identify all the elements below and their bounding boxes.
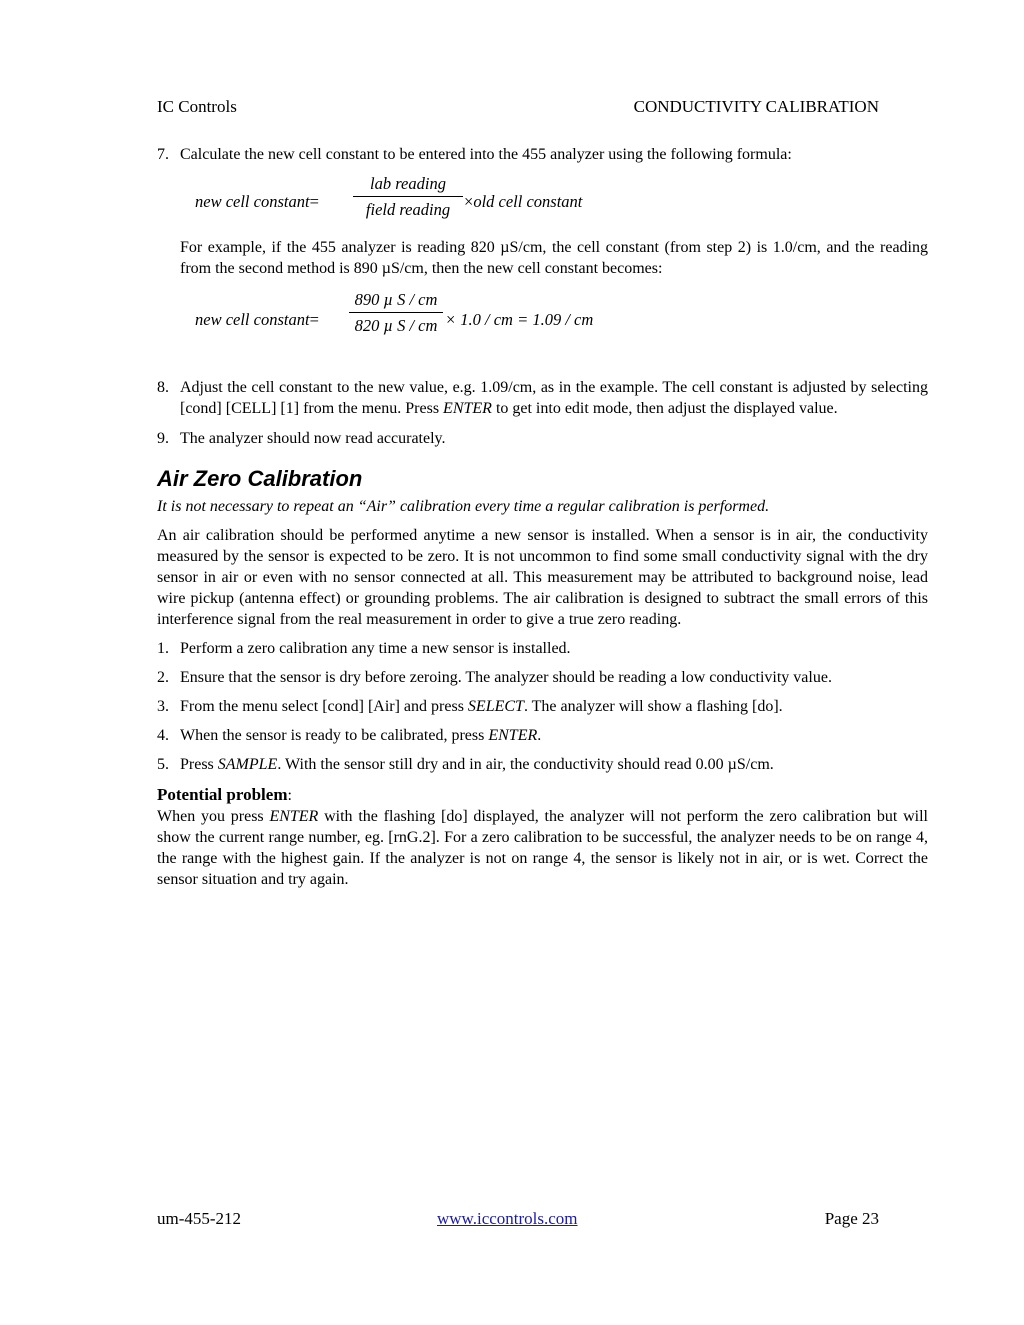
example-formula-lhs: new cell constant= — [195, 310, 319, 329]
step-number: 2. — [157, 669, 169, 686]
step-text: Perform a zero calibration any time a new sensor is installed. — [180, 640, 571, 657]
step-number: 5. — [157, 756, 169, 773]
step-text: . — [537, 727, 542, 744]
list-item — [157, 754, 928, 775]
key-name: ENTER — [488, 727, 538, 744]
example-denominator: 820 µ S / cm — [354, 316, 438, 335]
step-text: Press — [180, 756, 218, 773]
example-formula — [157, 291, 928, 349]
step-number: 3. — [157, 698, 169, 715]
formula-rhs: ×old cell constant — [464, 192, 583, 211]
potential-problem-paragraph: When you press ENTER with the flashing [do] displayed, the analyzer will not perform the zero calibration but will show the current range number, eg. [rnG.2]. For a zero calibration to be successful, the analyzer needs to be on range 4, the range with the highest gain. If the analyzer is not on range 4, the sensor is likely not in air, or is wet. Correct the sensor situation and try again. — [157, 808, 928, 888]
example-numerator: 890 µ S / cm — [354, 290, 438, 309]
step-number: 1. — [157, 640, 169, 657]
heading-text: Potential problem — [157, 785, 288, 804]
key-enter: ENTER — [443, 400, 492, 417]
section-note: It is not necessary to repeat an “Air” calibration every time a regular calibration is performed. — [157, 498, 770, 515]
step-text: When the sensor is ready to be calibrated, press — [180, 727, 489, 744]
header-section-title: CONDUCTIVITY CALIBRATION — [633, 97, 879, 116]
page-content — [157, 144, 928, 890]
step-text: Calculate the new cell constant to be entered into the 455 analyzer using the following formula: — [180, 146, 792, 163]
step-number: 9. — [157, 430, 169, 447]
key-name: SELECT — [467, 698, 524, 715]
step-text: Ensure that the sensor is dry before zeroing. The analyzer should be reading a low conductivity value. — [180, 669, 832, 686]
list-item — [157, 696, 928, 717]
list-item — [157, 725, 928, 746]
potential-problem-heading — [157, 784, 928, 806]
key-enter: ENTER — [269, 808, 319, 825]
footer-website-link[interactable]: www.iccontrols.com — [437, 1209, 578, 1228]
step-text: . The analyzer will show a flashing [do]. — [523, 698, 783, 715]
step-number: 8. — [157, 379, 169, 396]
step-text: Adjust the cell constant to the new value, e.g. 1.09/cm, as in the example. The cell constant is adjusted by selecting [cond] [CELL] [1] from the menu. Press — [180, 379, 928, 417]
footer-doc-id: um-455-212 — [157, 1209, 242, 1228]
step-number: 7. — [157, 146, 169, 163]
step-7 — [157, 144, 928, 165]
formula-numerator: lab reading — [370, 174, 446, 193]
intro-paragraph: An air calibration should be performed anytime a new sensor is installed. When a sensor is in air, the conductivity measured by the sensor is expected to be zero. It is not uncommon to find some small conductivity signal with the dry sensor in air or even with no sensor connected at all. This measurement may be attributed to background noise, lead wire pickup (antenna effect) or grounding problems. The air calibration is designed to subtract the small errors of this interference signal from the real measurement in order to give a true zero reading. — [157, 527, 928, 628]
cell-constant-formula — [157, 175, 928, 227]
air-zero-steps — [157, 638, 928, 775]
formula-fraction — [353, 173, 463, 220]
step-9 — [157, 428, 928, 449]
example-formula-rhs: × 1.0 / cm = 1.09 / cm — [445, 310, 594, 329]
formula-lhs: new cell constant= — [195, 192, 319, 211]
step-number: 4. — [157, 727, 169, 744]
formula-denominator: field reading — [365, 200, 451, 219]
section-title: Air Zero Calibration — [157, 466, 363, 491]
footer-page-number: Page 23 — [824, 1209, 879, 1228]
list-item — [157, 638, 928, 659]
fraction-bar — [349, 312, 443, 313]
step-text: . With the sensor still dry and in air, the conductivity should read 0.00 µS/cm. — [277, 756, 774, 773]
header-company: IC Controls — [157, 97, 237, 116]
example-paragraph: For example, if the 455 analyzer is reading 820 µS/cm, the cell constant (from step 2) is 1.0/cm, and the reading from the second method is 890 µS/cm, then the new cell constant becomes: — [180, 239, 928, 277]
step-text: From the menu select [cond] [Air] and press — [180, 698, 468, 715]
step-8 — [157, 377, 928, 419]
list-item — [157, 667, 928, 688]
step-text: The analyzer should now read accurately. — [180, 430, 446, 447]
fraction-bar — [353, 196, 463, 197]
step-text: to get into edit mode, then adjust the displayed value. — [491, 400, 838, 417]
key-name: SAMPLE — [217, 756, 278, 773]
heading-colon: : — [287, 787, 292, 804]
example-formula-fraction — [349, 289, 443, 336]
